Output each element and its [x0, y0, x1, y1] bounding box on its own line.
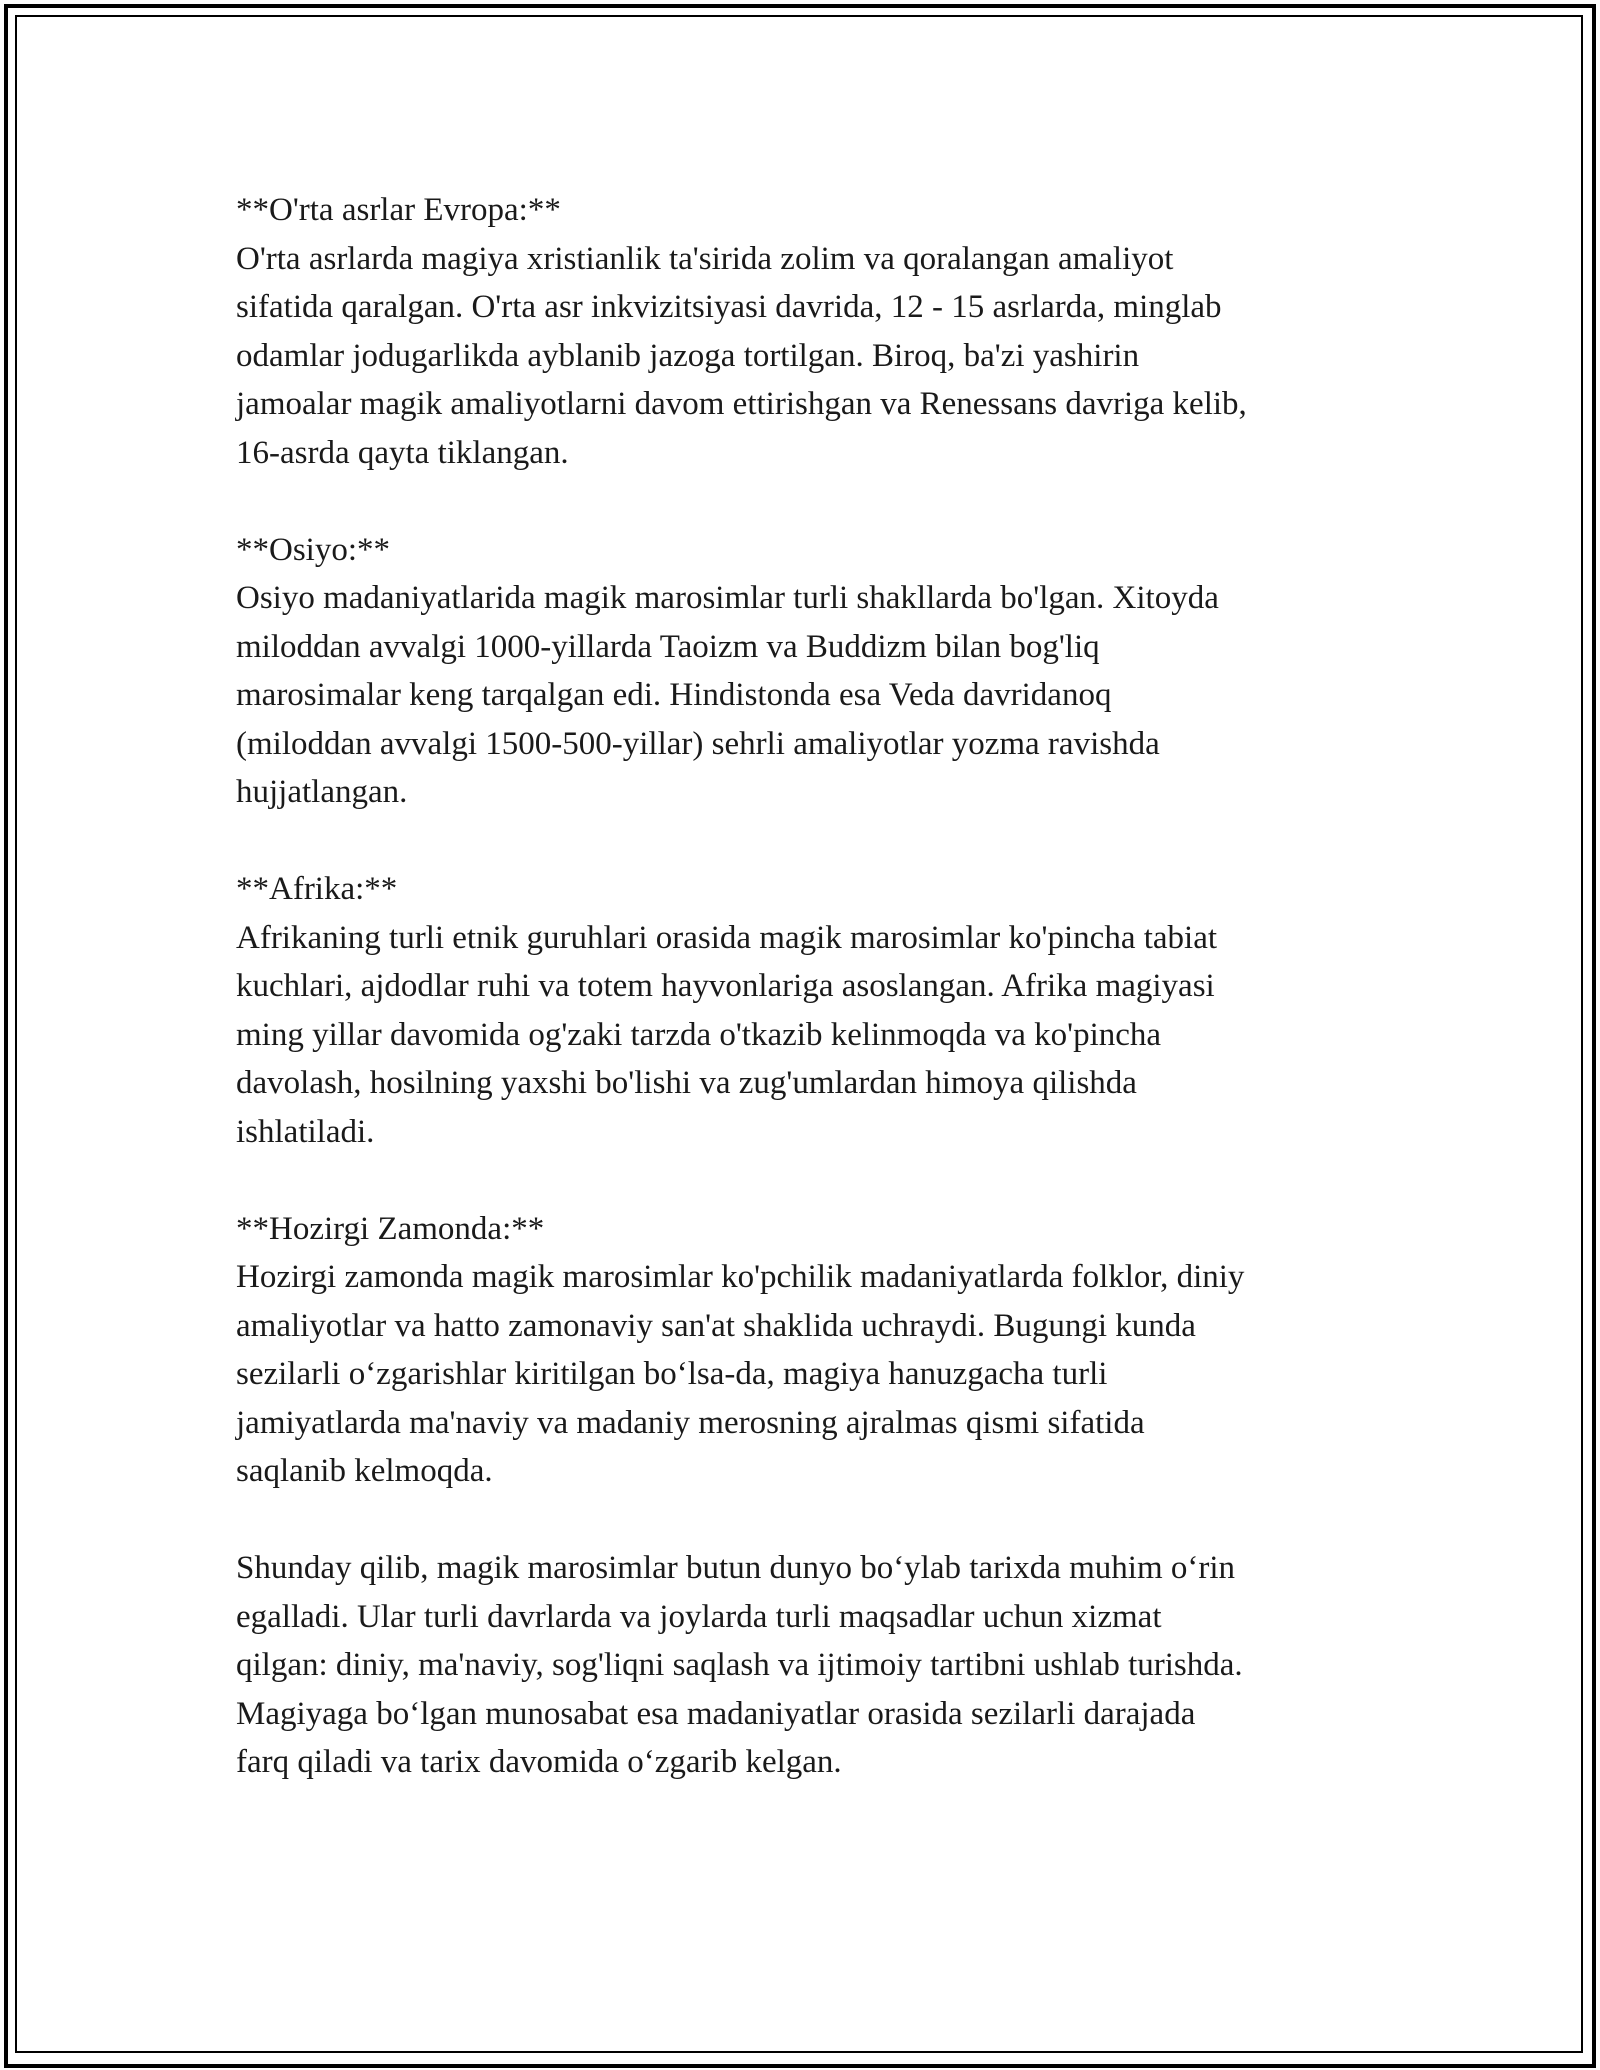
- paragraph-line: jamoalar magik amaliyotlarni davom ettirishgan va Renessans davriga kelib,: [236, 386, 1247, 422]
- paragraph-line: (miloddan avvalgi 1500-500-yillar) sehrli amaliyotlar yozma ravishda: [236, 725, 1160, 762]
- paragraph-line: kuchlari, ajdodlar ruhi va totem hayvonlariga asoslangan. Afrika magiyasi: [236, 968, 1215, 1004]
- paragraph-line: O'rta asrlarda magiya xristianlik ta'sirida zolim va qoralangan amaliyot: [236, 240, 1174, 277]
- section-asia: [236, 526, 1386, 817]
- paragraph-line: farq qiladi va tarix davomida o‘zgarib kelgan.: [236, 1744, 842, 1780]
- section-heading: **O'rta asrlar Evropa:**: [236, 192, 561, 228]
- section-conclusion: [236, 1544, 1386, 1787]
- paragraph-line: marosimalar keng tarqalgan edi. Hindistonda esa Veda davridanoq: [236, 677, 1112, 713]
- section-modern-times: [236, 1205, 1386, 1496]
- paragraph-line: saqlanib kelmoqda.: [236, 1453, 493, 1489]
- section-africa: [236, 865, 1386, 1156]
- paragraph-line: hujjatlangan.: [236, 774, 408, 810]
- section-heading: **Hozirgi Zamonda:**: [236, 1210, 545, 1247]
- section-heading: **Afrika:**: [236, 871, 398, 907]
- paragraph-line: ishlatiladi.: [236, 1113, 375, 1150]
- section-heading: **Osiyo:**: [236, 531, 391, 568]
- paragraph-line: Afrikaning turli etnik guruhlari orasida magik marosimlar ko'pincha tabiat: [236, 919, 1218, 956]
- paragraph-line: qilgan: diniy, ma'naviy, sog'liqni saqlash va ijtimoiy tartibni ushlab turishda.: [236, 1647, 1243, 1683]
- paragraph-line: 16-asrda qayta tiklangan.: [236, 434, 569, 471]
- paragraph-line: Hozirgi zamonda magik marosimlar ko'pchilik madaniyatlarda folklor, diniy: [236, 1259, 1245, 1295]
- paragraph-line: jamiyatlarda ma'naviy va madaniy merosning ajralmas qismi sifatida: [236, 1404, 1145, 1441]
- document-body: [236, 186, 1386, 1835]
- paragraph-line: amaliyotlar va hatto zamonaviy san'at shaklida uchraydi. Bugungi kunda: [236, 1307, 1196, 1344]
- paragraph-line: Shunday qilib, magik marosimlar butun dunyo bo‘ylab tarixda muhim o‘rin: [236, 1550, 1236, 1586]
- paragraph-line: odamlar jodugarlikda ayblanib jazoga tortilgan. Biroq, ba'zi yashirin: [236, 337, 1140, 374]
- paragraph-line: egalladi. Ular turli davrlarda va joylarda turli maqsadlar uchun xizmat: [236, 1598, 1162, 1635]
- paragraph-line: miloddan avvalgi 1000-yillarda Taoizm va Buddizm bilan bog'liq: [236, 628, 1100, 665]
- paragraph-line: Magiyaga bo‘lgan munosabat esa madaniyatlar orasida sezilarli darajada: [236, 1695, 1196, 1732]
- paragraph-line: davolash, hosilning yaxshi bo'lishi va zug'umlardan himoya qilishda: [236, 1065, 1137, 1101]
- paragraph-line: sezilarli o‘zgarishlar kiritilgan bo‘lsa-da, magiya hanuzgacha turli: [236, 1356, 1108, 1392]
- section-medieval-europe: [236, 186, 1386, 477]
- paragraph-line: Osiyo madaniyatlarida magik marosimlar turli shakllarda bo'lgan. Xitoyda: [236, 580, 1219, 616]
- paragraph-line: ming yillar davomida og'zaki tarzda o'tkazib kelinmoqda va ko'pincha: [236, 1016, 1162, 1053]
- paragraph-line: sifatida qaralgan. O'rta asr inkvizitsiyasi davrida, 12 - 15 asrlarda, minglab: [236, 289, 1222, 325]
